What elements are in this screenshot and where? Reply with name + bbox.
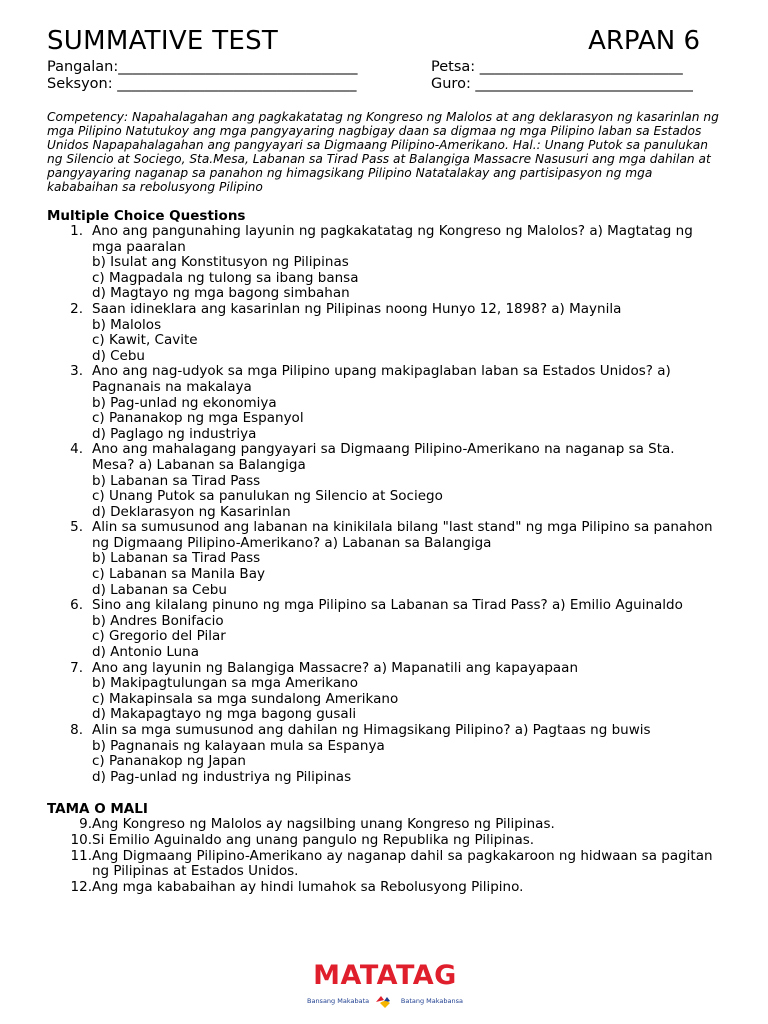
name-field[interactable]: Pangalan:_________________________________ xyxy=(47,59,358,75)
question-item xyxy=(47,520,719,598)
test-title: SUMMATIVE TEST xyxy=(47,26,279,56)
answer-choice: d) Antonio Luna xyxy=(92,644,199,661)
mcq-list xyxy=(47,224,719,785)
question-number: 5. xyxy=(70,519,83,536)
question-body xyxy=(92,224,719,302)
tf-statement: Ang Digmaang Pilipino-Amerikano ay naganap dahil sa pagkakaroon ng hidwaan sa pagitan ng Pilipinas at Estados Unidos. xyxy=(92,847,713,880)
answer-choice: c) Unang Putok sa panulukan ng Silencio at Sociego xyxy=(92,488,443,505)
answer-choice: d) Paglago ng industriya xyxy=(92,425,257,442)
mcq-section-title: Multiple Choice Questions xyxy=(47,208,246,224)
field-row-2 xyxy=(47,76,719,93)
answer-choice: d) Magtayo ng mga bagong simbahan xyxy=(92,285,350,302)
question-body xyxy=(92,520,719,598)
answer-choice: c) Labanan sa Manila Bay xyxy=(92,566,265,583)
question-body xyxy=(92,598,719,660)
answer-choice: d) Cebu xyxy=(92,347,145,364)
answer-choice: d) Deklarasyon ng Kasarinlan xyxy=(92,503,291,520)
question-item xyxy=(47,302,719,364)
answer-choice: b) Malolos xyxy=(92,316,162,333)
answer-choice: b) Isulat ang Konstitusyon ng Pilipinas xyxy=(92,254,349,271)
answer-choice: d) Makapagtayo ng mga bagong gusali xyxy=(92,706,357,723)
question-item xyxy=(47,661,719,723)
logo-tag-right: Batang Makabansa xyxy=(400,997,463,1005)
section-field[interactable]: Seksyon: _________________________________ xyxy=(47,76,357,92)
question-number: 4. xyxy=(70,441,83,458)
question-item xyxy=(47,598,719,660)
question-number: 7. xyxy=(70,659,83,676)
question-item xyxy=(47,364,719,442)
question-text: Ano ang mahalagang pangyayari sa Digmaang Pilipino-Amerikano na naganap sa Sta. Mesa? a) Labanan sa Balangiga xyxy=(92,441,675,473)
question-text: Ano ang pangunahing layunin ng pagkakatatag ng Kongreso ng Malolos? a) Magtatag ng mga paaralan xyxy=(92,223,693,255)
tf-item xyxy=(47,833,719,849)
question-body xyxy=(92,661,719,723)
question-number: 6. xyxy=(70,597,83,614)
question-item xyxy=(47,224,719,302)
test-page xyxy=(47,24,719,895)
tf-statement: Ang Kongreso ng Malolos ay nagsilbing unang Kongreso ng Pilipinas. xyxy=(92,816,555,833)
date-field[interactable]: Petsa: ____________________________ xyxy=(431,59,683,75)
subject-label: ARPAN 6 xyxy=(588,26,700,56)
answer-choice: d) Pag-unlad ng industriya ng Pilipinas xyxy=(92,768,352,785)
question-body xyxy=(92,442,719,520)
question-number: 8. xyxy=(70,722,83,738)
answer-choice: c) Magpadala ng tulong sa ibang bansa xyxy=(92,269,359,286)
question-item xyxy=(47,723,719,785)
tf-number: 11. xyxy=(70,847,92,864)
answer-choice: c) Pananakop ng Japan xyxy=(92,753,246,770)
answer-choice: b) Labanan sa Tirad Pass xyxy=(92,550,261,567)
answer-choice: b) Andres Bonifacio xyxy=(92,612,224,629)
answer-choice: b) Pag-unlad ng ekonomiya xyxy=(92,394,277,411)
tf-item xyxy=(47,817,719,833)
teacher-field[interactable]: Guro: ______________________________ xyxy=(431,76,693,92)
tf-statement: Ang mga kababaihan ay hindi lumahok sa Rebolusyong Pilipino. xyxy=(92,878,524,895)
answer-choice: c) Kawit, Cavite xyxy=(92,332,198,349)
question-text: Alin sa mga sumusunod ang dahilan ng Himagsikang Pilipino? a) Pagtaas ng buwis xyxy=(92,722,651,738)
question-number: 3. xyxy=(70,363,83,380)
matatag-logo xyxy=(307,961,463,1009)
logo-wordmark: MATATAG xyxy=(313,960,457,991)
answer-choice: c) Pananakop ng mga Espanyol xyxy=(92,410,304,427)
answer-choice: b) Makipagtulungan sa mga Amerikano xyxy=(92,675,358,692)
tf-item xyxy=(47,849,719,880)
logo-tag-left: Bansang Makabata xyxy=(307,997,370,1005)
question-body xyxy=(92,364,719,442)
test-header xyxy=(47,24,719,58)
logo-tagline xyxy=(307,993,463,1009)
tf-item xyxy=(47,880,719,896)
tf-number: 10. xyxy=(70,831,92,848)
question-number: 1. xyxy=(70,223,83,239)
answer-choice: c) Gregorio del Pilar xyxy=(92,628,226,645)
tf-number: 9. xyxy=(79,816,92,833)
answer-choice: b) Labanan sa Tirad Pass xyxy=(92,472,261,489)
question-item xyxy=(47,442,719,520)
student-info-fields xyxy=(47,59,719,93)
tf-number: 12. xyxy=(70,878,92,895)
answer-choice: d) Labanan sa Cebu xyxy=(92,581,227,598)
question-text: Alin sa sumusunod ang labanan na kinikilala bilang "last stand" ng mga Pilipino sa panahon ng Digmaang Pilipino-Amerikano? a) Labanan sa Balangiga xyxy=(92,519,713,551)
answer-choice: b) Pagnanais ng kalayaan mula sa Espanya xyxy=(92,737,385,754)
question-body xyxy=(92,723,719,785)
competency-text: Competency: Napahalagahan ang pagkakatatag ng Kongreso ng Malolos at ang deklarasyon ng kasarinlan ng mga Pilipino Natutukoy ang mga pangyayaring nagbigay daan sa digmaa ng mga Pilipino laban sa Estados Unidos Napapahalagahan ang pangyayari sa Digmaang Pilipino-Amerikano. Hal.: Unang Putok sa panulukan ng Silencio at Sociego, Sta.Mesa, Labanan sa Tirad Pass at Balangiga Massacre Nasusuri ang mga dahilan at pangyayaring naganap sa panahon ng himagsikang Pilipino Natatalakay ang partisipasyon ng mga kababaihan sa rebolusyong Pilipino xyxy=(47,110,719,194)
tf-list xyxy=(47,817,719,895)
question-number: 2. xyxy=(70,300,83,317)
field-row-1 xyxy=(47,59,719,76)
answer-choice: c) Makapinsala sa mga sundalong Amerikano xyxy=(92,690,399,707)
question-text: Saan idineklara ang kasarinlan ng Pilipinas noong Hunyo 12, 1898? a) Maynila xyxy=(92,300,622,317)
tf-statement: Si Emilio Aguinaldo ang unang pangulo ng Republika ng Pilipinas. xyxy=(92,831,535,848)
question-text: Ano ang layunin ng Balangiga Massacre? a) Mapanatili ang kapayapaan xyxy=(92,659,579,676)
tf-section-title: TAMA O MALI xyxy=(47,801,148,818)
question-body xyxy=(92,302,719,364)
hands-heart-icon xyxy=(374,993,396,1009)
question-text: Sino ang kilalang pinuno ng mga Pilipino sa Labanan sa Tirad Pass? a) Emilio Aguinaldo xyxy=(92,597,683,614)
question-text: Ano ang nag-udyok sa mga Pilipino upang makipaglaban laban sa Estados Unidos? a) Pagnanais na makalaya xyxy=(92,363,671,395)
